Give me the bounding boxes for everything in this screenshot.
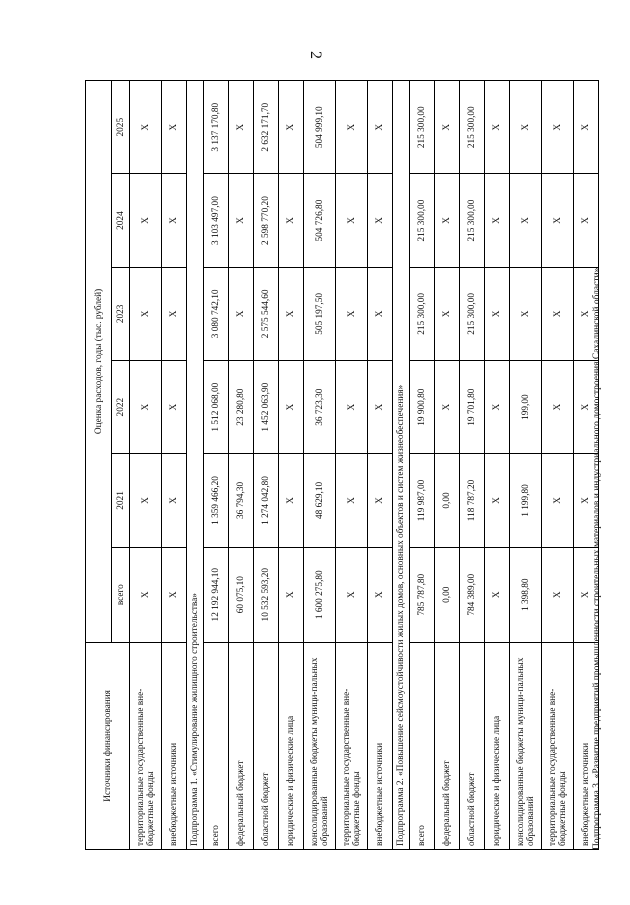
table-row (460, 81, 485, 850)
row-value: X (336, 454, 368, 547)
row-value: X (574, 267, 599, 360)
row-value: X (435, 267, 460, 360)
row-value: 0,00 (435, 547, 460, 642)
row-value: 1 452 063,90 (254, 361, 279, 454)
row-value: 215 300,00 (460, 267, 485, 360)
row-value: 199,00 (510, 361, 542, 454)
row-value: X (510, 81, 542, 174)
row-value: 36 723,30 (304, 361, 336, 454)
rotated-document (85, 80, 602, 850)
header-col-2024: 2024 (112, 174, 130, 267)
row-label: областной бюджет (460, 642, 485, 849)
row-value: 119 987,00 (410, 454, 435, 547)
row-value: X (435, 81, 460, 174)
row-value: X (368, 81, 393, 174)
row-value: 215 300,00 (460, 81, 485, 174)
row-label: консолидированные бюджеты муници-пальных образований (304, 642, 336, 849)
row-value: 1 274 042,80 (254, 454, 279, 547)
row-value: X (279, 454, 304, 547)
table-row (542, 81, 574, 850)
row-value: X (336, 361, 368, 454)
row-value: 2 575 544,60 (254, 267, 279, 360)
table-row (435, 81, 460, 850)
row-value: X (162, 454, 187, 547)
header-col-2023: 2023 (112, 267, 130, 360)
row-value: X (485, 361, 510, 454)
row-value: 118 787,20 (460, 454, 485, 547)
row-value: X (574, 81, 599, 174)
row-value: X (368, 454, 393, 547)
row-value: 2 598 770,20 (254, 174, 279, 267)
row-value: X (162, 361, 187, 454)
row-value: 0,00 (435, 454, 460, 547)
row-value: X (435, 174, 460, 267)
row-value: X (510, 174, 542, 267)
row-label: территориальные государственные вне-бюджетные фонды (130, 642, 162, 849)
subprogram-title-row (187, 81, 204, 850)
row-value: X (162, 81, 187, 174)
row-value: 215 300,00 (410, 81, 435, 174)
row-value: X (368, 361, 393, 454)
row-label: консолидированные бюджеты муници-пальных образований (510, 642, 542, 849)
row-value: X (510, 267, 542, 360)
table-row (279, 81, 304, 850)
row-label: внебюджетные источники (574, 642, 599, 849)
row-label: областной бюджет (254, 642, 279, 849)
row-value: X (368, 174, 393, 267)
row-value: X (485, 454, 510, 547)
row-value: X (574, 174, 599, 267)
row-value: 60 075,10 (229, 547, 254, 642)
row-value: 19 900,80 (410, 361, 435, 454)
page-number: 2 (307, 51, 324, 59)
table-row (204, 81, 229, 850)
row-label: внебюджетные источники (162, 642, 187, 849)
row-value: X (162, 267, 187, 360)
row-value: X (279, 361, 304, 454)
table-row (304, 81, 336, 850)
table-row (485, 81, 510, 850)
row-value: 215 300,00 (460, 174, 485, 267)
row-value: X (336, 547, 368, 642)
row-value: X (368, 547, 393, 642)
row-value: X (279, 81, 304, 174)
row-value: 19 701,80 (460, 361, 485, 454)
subprogram-title: Подпрограмма 1. «Стимулирование жилищного строительства» (187, 81, 204, 850)
table-row (130, 81, 162, 850)
row-value: X (542, 267, 574, 360)
row-value: X (336, 81, 368, 174)
table-row (510, 81, 542, 850)
row-value: X (542, 174, 574, 267)
row-value: X (130, 361, 162, 454)
row-value: 785 787,80 (410, 547, 435, 642)
table-row (162, 81, 187, 850)
row-value: 23 280,80 (229, 361, 254, 454)
row-label: юридические и физические лица (279, 642, 304, 849)
row-value: X (279, 174, 304, 267)
table-body (130, 81, 599, 850)
row-value: 1 359 466,20 (204, 454, 229, 547)
row-value: 12 192 944,10 (204, 547, 229, 642)
row-value: X (542, 454, 574, 547)
row-value: X (574, 454, 599, 547)
row-value: X (485, 174, 510, 267)
table-row (254, 81, 279, 850)
header-col-2021: 2021 (112, 454, 130, 547)
row-value: X (574, 547, 599, 642)
table-header (86, 81, 130, 850)
row-value: X (542, 547, 574, 642)
row-value: X (130, 454, 162, 547)
row-label: федеральный бюджет (435, 642, 460, 849)
row-value: X (162, 547, 187, 642)
row-value: X (162, 174, 187, 267)
row-value: 10 532 593,20 (254, 547, 279, 642)
row-value: 3 080 742,10 (204, 267, 229, 360)
row-value: 1 199,80 (510, 454, 542, 547)
row-value: X (542, 81, 574, 174)
table-row (336, 81, 368, 850)
row-value: 215 300,00 (410, 174, 435, 267)
row-value: X (485, 81, 510, 174)
row-label: внебюджетные источники (368, 642, 393, 849)
row-value: X (130, 547, 162, 642)
row-value: X (130, 174, 162, 267)
table-row (368, 81, 393, 850)
header-estimate: Оценка расходов, годы (тыс. рублей) (86, 81, 112, 643)
row-value: X (336, 174, 368, 267)
row-value: X (574, 361, 599, 454)
subprogram-3-title: Подпрограмма 3. «Развитие предприятий промышленности строительных материалов и индустриального домостроения Сахалинской области» (592, 267, 602, 850)
row-label: всего (204, 642, 229, 849)
row-value: X (130, 81, 162, 174)
row-value: 3 103 497,00 (204, 174, 229, 267)
subprogram-title: Подпрограмма 2. «Повышение сейсмоустойчивости жилых домов, основных объектов и систем жизнеобеспечения» (393, 81, 410, 850)
header-sources: Источники финансирования (86, 642, 130, 849)
row-value: 3 137 170,80 (204, 81, 229, 174)
row-value: X (485, 547, 510, 642)
row-value: X (229, 174, 254, 267)
header-col-2022: 2022 (112, 361, 130, 454)
row-value: 1 398,80 (510, 547, 542, 642)
row-value: X (229, 267, 254, 360)
row-value: 36 794,30 (229, 454, 254, 547)
row-value: 48 629,10 (304, 454, 336, 547)
row-value: 1 512 068,00 (204, 361, 229, 454)
row-label: территориальные государственные вне-бюджетные фонды (542, 642, 574, 849)
row-label: всего (410, 642, 435, 849)
row-value: 504 999,10 (304, 81, 336, 174)
row-value: 215 300,00 (410, 267, 435, 360)
row-value: X (368, 267, 393, 360)
row-value: X (130, 267, 162, 360)
row-label: юридические и физические лица (485, 642, 510, 849)
financing-table (85, 80, 599, 850)
row-value: 2 632 171,70 (254, 81, 279, 174)
header-col-2025: 2025 (112, 81, 130, 174)
row-value: X (279, 547, 304, 642)
row-value: 1 600 275,80 (304, 547, 336, 642)
row-label: федеральный бюджет (229, 642, 254, 849)
row-value: 505 197,50 (304, 267, 336, 360)
table-row (410, 81, 435, 850)
header-col-total: всего (112, 547, 130, 642)
row-value: 784 389,00 (460, 547, 485, 642)
row-value: X (279, 267, 304, 360)
row-value: X (336, 267, 368, 360)
row-value: 504 726,80 (304, 174, 336, 267)
subprogram-title-row (393, 81, 410, 850)
row-value: X (542, 361, 574, 454)
row-label: территориальные государственные вне-бюджетные фонды (336, 642, 368, 849)
row-value: X (485, 267, 510, 360)
table-row (229, 81, 254, 850)
row-value: X (435, 361, 460, 454)
row-value: X (229, 81, 254, 174)
